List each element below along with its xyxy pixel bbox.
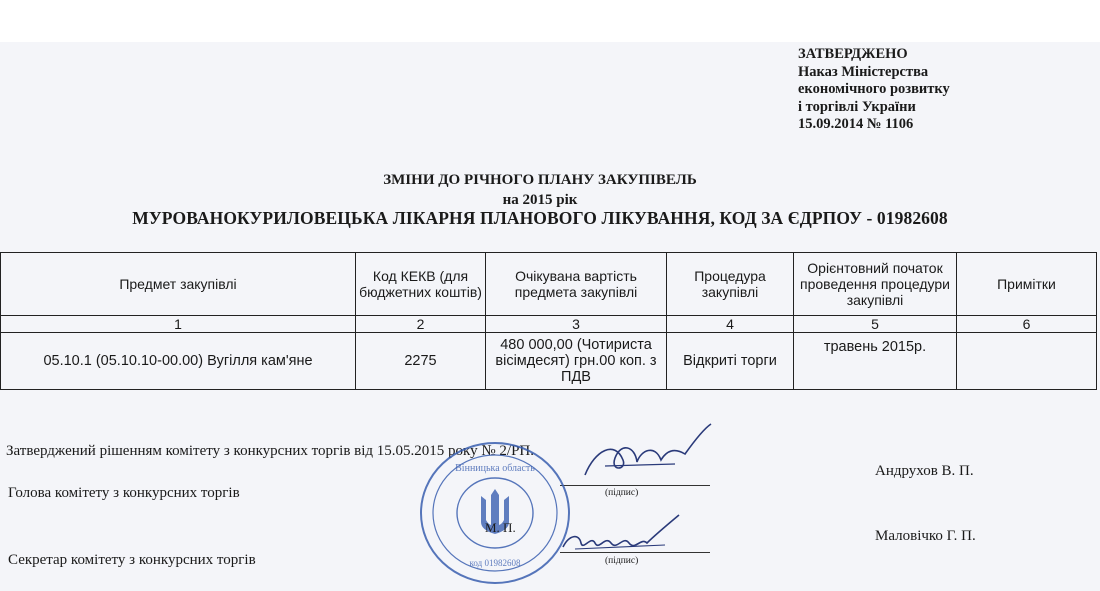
secretary-signature-caption: (підпис) — [605, 556, 639, 566]
column-number: 5 — [794, 316, 957, 333]
column-number: 6 — [957, 316, 1097, 333]
head-name: Андрухов В. П. — [875, 463, 974, 479]
approval-block — [798, 46, 950, 134]
secretary-name: Маловічко Г. П. — [875, 528, 976, 544]
approval-line: і торгівлі України — [798, 98, 916, 115]
table-header-row — [1, 253, 1097, 316]
document-title: ЗМІНИ ДО РІЧНОГО ПЛАНУ ЗАКУПІВЕЛЬ — [383, 172, 697, 188]
header-cell: Примітки — [957, 253, 1097, 316]
cell-subject: 05.10.1 (05.10.10-00.00) Вугілля кам'яне — [1, 333, 356, 390]
svg-text:код 01982608: код 01982608 — [469, 558, 521, 568]
header-cell: Очікувана вартість предмета закупівлі — [486, 253, 667, 316]
head-signature — [575, 420, 715, 490]
header-cell: Предмет закупівлі — [1, 253, 356, 316]
stamp-mark: М. П. — [485, 520, 516, 535]
column-number: 3 — [486, 316, 667, 333]
approval-line: 15.09.2014 № 1106 — [798, 116, 914, 132]
organization-title: МУРОВАНОКУРИЛОВЕЦЬКА ЛІКАРНЯ ПЛАНОВОГО ЛІКУВАННЯ, КОД ЗА ЄДРПОУ - 01982608 — [132, 208, 948, 228]
official-stamp — [415, 438, 575, 588]
cell-notes — [957, 333, 1097, 390]
table-row — [1, 333, 1097, 390]
approval-line: Наказ Міністерства — [798, 63, 929, 80]
cell-start: травень 2015р. — [794, 333, 957, 390]
approval-decision-text: Затверджений рішенням комітету з конкурсних торгів від 15.05.2015 року № 2/РП. — [6, 443, 535, 459]
header-cell: Процедура закупівлі — [667, 253, 794, 316]
secretary-label: Секретар комітету з конкурсних торгів — [8, 552, 256, 568]
secretary-signature — [555, 505, 695, 565]
svg-text:Вінницька область: Вінницька область — [455, 463, 535, 474]
column-number: 4 — [667, 316, 794, 333]
header-cell: Орієнтовний початок проведення процедури закупівлі — [794, 253, 957, 316]
approval-line: ЗАТВЕРДЖЕНО — [798, 46, 908, 62]
header-cell: Код КЕКВ (для бюджетних коштів) — [356, 253, 486, 316]
head-label: Голова комітету з конкурсних торгів — [8, 485, 240, 501]
cell-procedure: Відкриті торги — [667, 333, 794, 390]
head-signature-caption: (підпис) — [605, 488, 639, 498]
top-margin — [0, 0, 1100, 42]
document-year: на 2015 рік — [502, 192, 578, 208]
column-number: 2 — [356, 316, 486, 333]
column-number: 1 — [1, 316, 356, 333]
column-number-row — [1, 316, 1097, 333]
cell-kekv: 2275 — [356, 333, 486, 390]
approval-line: економічного розвитку — [798, 81, 950, 97]
procurement-table — [0, 252, 1097, 390]
cell-cost: 480 000,00 (Чотириста вісімдесят) грн.00 коп. з ПДВ — [486, 333, 667, 390]
